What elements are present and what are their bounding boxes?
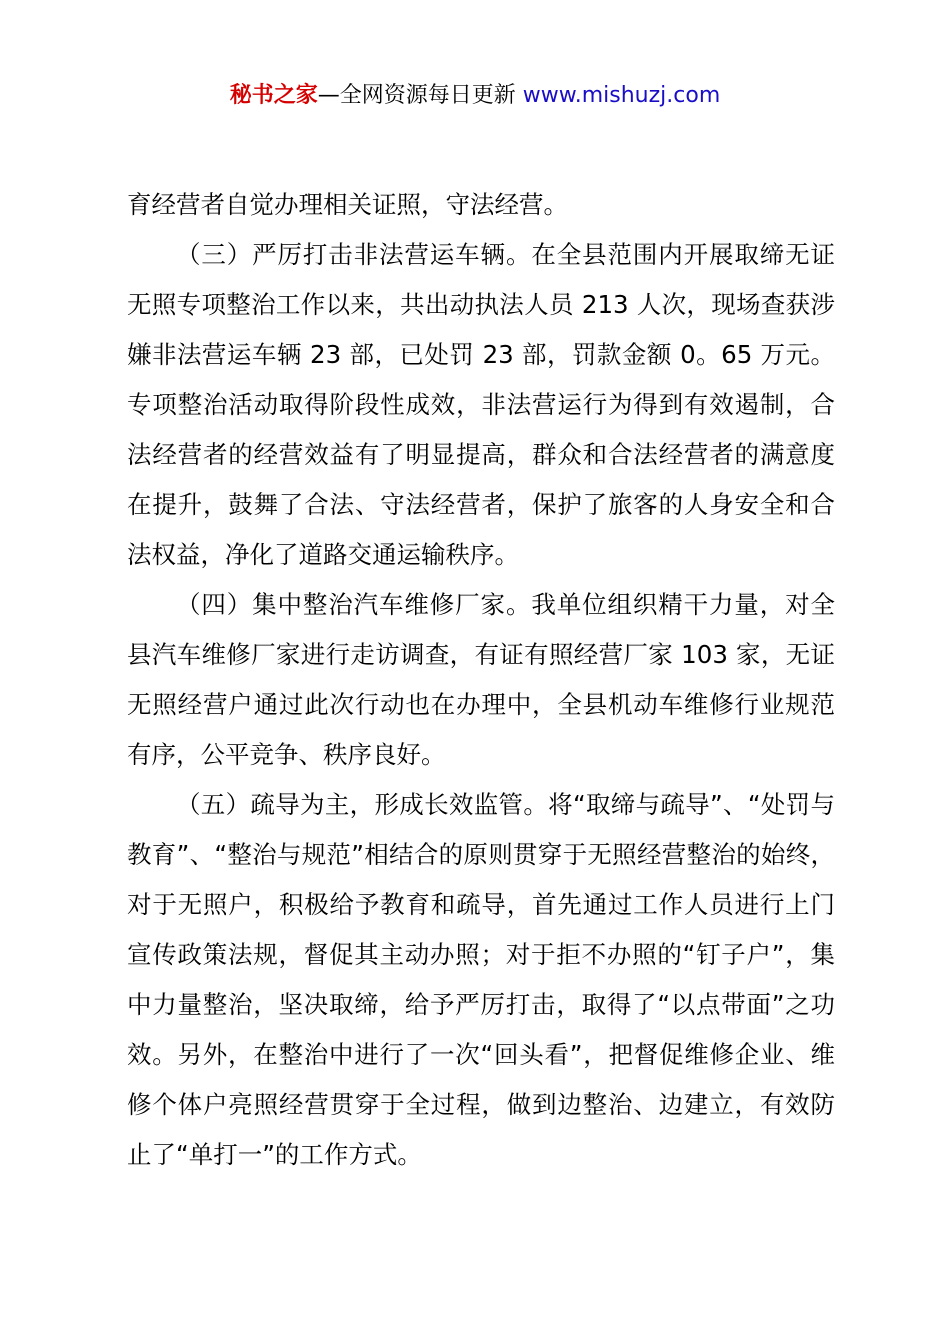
header-tagline: —全网资源每日更新: [317, 83, 523, 108]
paragraph-section-5: （五）疏导为主，形成长效监管。将“取缔与疏导”、“处罚与教育”、“整治与规范”相结合的原则贯穿于无照经营整治的始终，对于无照户，积极给予教育和疏导，首先通过工作人员进行上门宣传政策法规，督促其主动办照；对于拒不办照的“钉子户”，集中力量整治，坚决取缔，给予严厉打击，取得了“以点带面”之功效。另外，在整治中进行了一次“回头看”，把督促维修企业、维修个体户亮照经营贯穿于全过程，做到边整治、边建立，有效防止了“单打一”的工作方式。: [127, 790, 835, 1169]
paragraph-continuation: 育经营者自觉办理相关证照，守法经营。: [127, 190, 568, 219]
page-header: [0, 78, 950, 114]
paragraph-section-4: （四）集中整治汽车维修厂家。我单位组织精干力量，对全县汽车维修厂家进行走访调查，有证有照经营厂家 103 家，无证无照经营户通过此次行动也在办理中，全县机动车维修行业规范有序，公平竞争、秩序良好。: [127, 590, 835, 769]
paragraph-section-3: （三）严厉打击非法营运车辆。在全县范围内开展取缔无证无照专项整治工作以来，共出动执法人员 213 人次，现场查获涉嫌非法营运车辆 23 部，已处罚 23 部，罚款金额 0。65 万元。专项整治活动取得阶段性成效，非法营运行为得到有效遏制，合法经营者的经营效益有了明显提高，群众和合法经营者的满意度在提升，鼓舞了合法、守法经营者，保护了旅客的人身安全和合法权益，净化了道路交通运输秩序。: [127, 240, 835, 569]
document-body: [127, 180, 835, 1180]
site-url-link[interactable]: www.mishuzj.com: [522, 83, 721, 108]
brand-name: 秘书之家: [229, 83, 318, 108]
